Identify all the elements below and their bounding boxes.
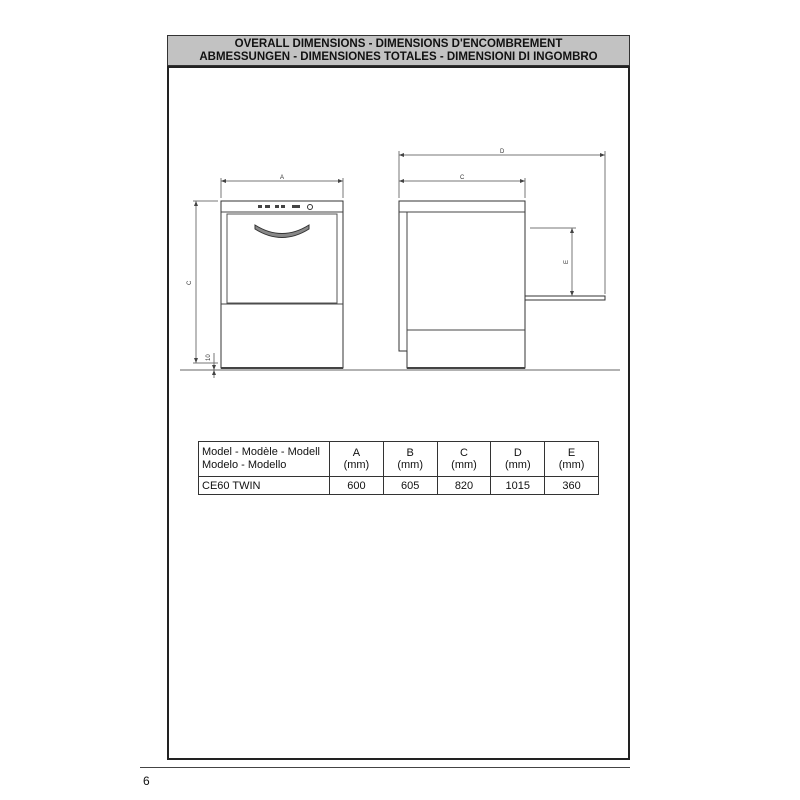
dimensions-table <box>198 441 599 495</box>
table-header-row <box>199 442 599 477</box>
model-cell: CE60 TWIN <box>199 477 330 495</box>
dimension-label-a: A <box>280 175 285 181</box>
column-header-d: D (mm) <box>491 442 545 477</box>
column-header-c: C (mm) <box>437 442 491 477</box>
dimension-label-d: D <box>500 149 505 155</box>
column-header-b: B (mm) <box>383 442 437 477</box>
value-cell-a: 600 <box>330 477 384 495</box>
column-header-e: E (mm) <box>545 442 599 477</box>
dimension-label-c-side: C <box>460 175 465 181</box>
dimension-label-c-front: C <box>187 280 193 285</box>
value-cell-d: 1015 <box>491 477 545 495</box>
header-title-line1: OVERALL DIMENSIONS - DIMENSIONS D'ENCOMBREMENT <box>234 38 563 50</box>
page-number: 6 <box>143 774 150 788</box>
value-cell-c: 820 <box>437 477 491 495</box>
front-view <box>221 201 343 368</box>
dimension-label-e: E <box>564 259 570 264</box>
table-row <box>199 477 599 495</box>
model-header-cell: Model - Modèle - Modell Modelo - Modello <box>199 442 330 477</box>
dimension-label-10: 10 <box>206 354 212 361</box>
value-cell-e: 360 <box>545 477 599 495</box>
header-title-line2: ABMESSUNGEN - DIMENSIONES TOTALES - DIMENSIONI DI INGOMBRO <box>199 51 598 63</box>
door-handle <box>255 225 309 238</box>
footer-divider <box>140 767 630 768</box>
side-view <box>399 201 605 368</box>
open-door <box>525 296 605 300</box>
value-cell-b: 605 <box>383 477 437 495</box>
column-header-a: A (mm) <box>330 442 384 477</box>
